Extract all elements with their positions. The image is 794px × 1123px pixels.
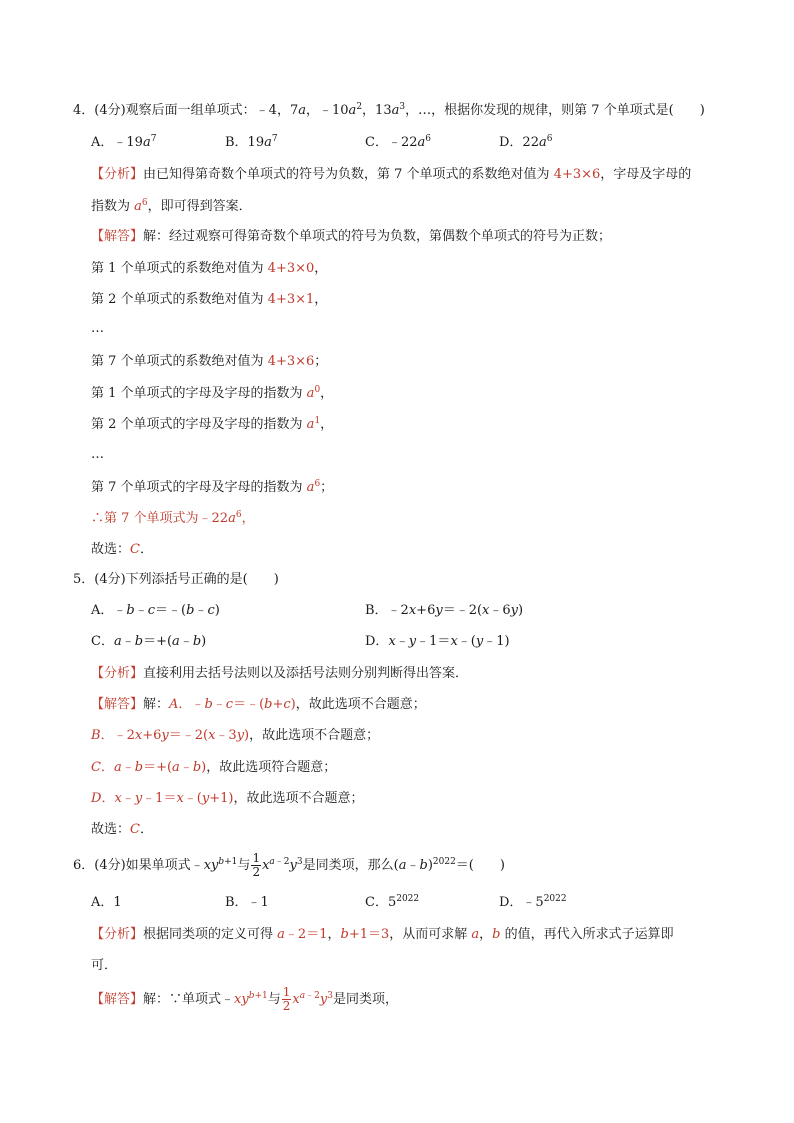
q5-answer-line-3: C．a﹣b＝+(a﹣b)，故此选项符合题意；	[91, 760, 337, 775]
analysis-tag: 【分析】	[91, 666, 144, 681]
q4-option-b[interactable]: B．$19a^7$	[225, 134, 278, 150]
q6-option-c[interactable]: C．$5^{2022}$	[365, 894, 420, 910]
analysis-text: 直接利用去括号法则以及添括号法则分别判断得出答案．	[143, 666, 469, 681]
q5-answer-line-5: 故选：C．	[91, 822, 153, 837]
q5-analysis-line-1	[91, 665, 468, 683]
q6-option-a[interactable]: A．1	[91, 895, 122, 910]
q5-answer-line-1: 【解答】解：A．﹣b﹣c＝﹣(b+c)，故此选项不合题意；	[91, 697, 426, 712]
q6-head: 6．(4分)如果单项式$﹣xy^{b+1}$与 $\frac{1}{2}$ $x^{a﹣2}y^3$是同类项，那么(a﹣b)$^{2022}$＝( )	[73, 851, 505, 879]
q5-head: 5．(4分)下列添括号正确的是( )	[73, 572, 279, 587]
q4-answer-line-9: 第 7 个单项式的字母及字母的指数为 $a^6$；	[91, 479, 334, 495]
q4-answer-line-10: ∴第 7 个单项式为$﹣22a^6$，	[91, 510, 255, 526]
q4-option-a[interactable]: A．$﹣19a^7$	[91, 134, 157, 150]
answer-tag: 【解答】	[91, 229, 144, 244]
q4-option-d[interactable]: D．$22a^6$	[499, 134, 553, 150]
q6-option-d[interactable]: D．$﹣5^{2022}$	[499, 894, 567, 910]
fraction-one-half: $\frac{1}{2}$	[252, 851, 261, 879]
answer-tag: 【解答】	[91, 992, 144, 1007]
analysis-tag: 【分析】	[91, 167, 144, 182]
q4-answer-line-7: 第 2 个单项式的字母及字母的指数为 $a^1$，	[91, 416, 334, 432]
q5-option-c[interactable]: C．a﹣b＝+(a﹣b)	[91, 634, 207, 649]
q4-analysis-line-1: 【分析】由已知得第奇数个单项式的符号为负数，第 7 个单项式的系数绝对值为 4+3×6，字母及字母的	[91, 167, 692, 182]
q4-answer-line-3: 第 2 个单项式的系数绝对值为 4+3×1，	[91, 292, 328, 307]
answer-tag: 【解答】	[91, 697, 144, 712]
q4-option-c[interactable]: C．$﹣22a^6$	[365, 134, 431, 150]
q4-answer-line-1: 【解答】解：经过观察可得第奇数个单项式的符号为负数，第偶数个单项式的符号为正数；	[91, 229, 612, 244]
q6-analysis-line-1: 【分析】根据同类项的定义可得 a﹣2＝1，b+1＝3，从而可求解 a，b 的值，再代入所求式子运算即	[91, 927, 674, 942]
q5-option-d[interactable]: D．x﹣y﹣1＝x﹣(y﹣1)	[365, 634, 510, 649]
q4-analysis-line-2: 指数为 $a^6$，即可得到答案．	[91, 198, 252, 214]
q4-answer-line-2: 第 1 个单项式的系数绝对值为 4+3×0，	[91, 261, 328, 276]
fraction-one-half: $\frac{1}{2}$	[282, 985, 291, 1013]
q4-answer-line-8: …	[91, 447, 104, 462]
q5-answer-line-2: B．﹣2x+6y＝﹣2(x﹣3y)，故此选项不合题意；	[91, 728, 380, 743]
q4-answer-line-4: …	[91, 321, 104, 336]
analysis-tag: 【分析】	[91, 927, 144, 942]
q6-answer-line-1: 【解答】解：∵单项式$﹣xy^{b+1}$与 $\frac{1}{2}$ $x^{a﹣2}y^3$是同类项，	[91, 985, 398, 1013]
q4-answer-line-11: 故选：C．	[91, 542, 153, 557]
q6-analysis-line-2: 可．	[91, 958, 118, 973]
q4-head: 4．(4分)观察后面一组单项式：﹣4，7a，$﹣10a^2$，$13a^3$，…，根据你发现的规律，则第 7 个单项式是( )	[73, 102, 705, 118]
q4-answer-line-5: 第 7 个单项式的系数绝对值为 4+3×6；	[91, 354, 328, 369]
q5-option-b[interactable]: B．﹣2x+6y＝﹣2(x﹣6y)	[365, 603, 524, 618]
q4-answer-line-6: 第 1 个单项式的字母及字母的指数为 $a^0$，	[91, 385, 334, 401]
q6-option-b[interactable]: B．﹣1	[225, 895, 269, 910]
q5-option-a[interactable]: A．﹣b﹣c＝﹣(b﹣c)	[91, 603, 220, 618]
q5-answer-line-4: D．x﹣y﹣1＝x﹣(y+1)，故此选项不合题意；	[91, 791, 364, 806]
